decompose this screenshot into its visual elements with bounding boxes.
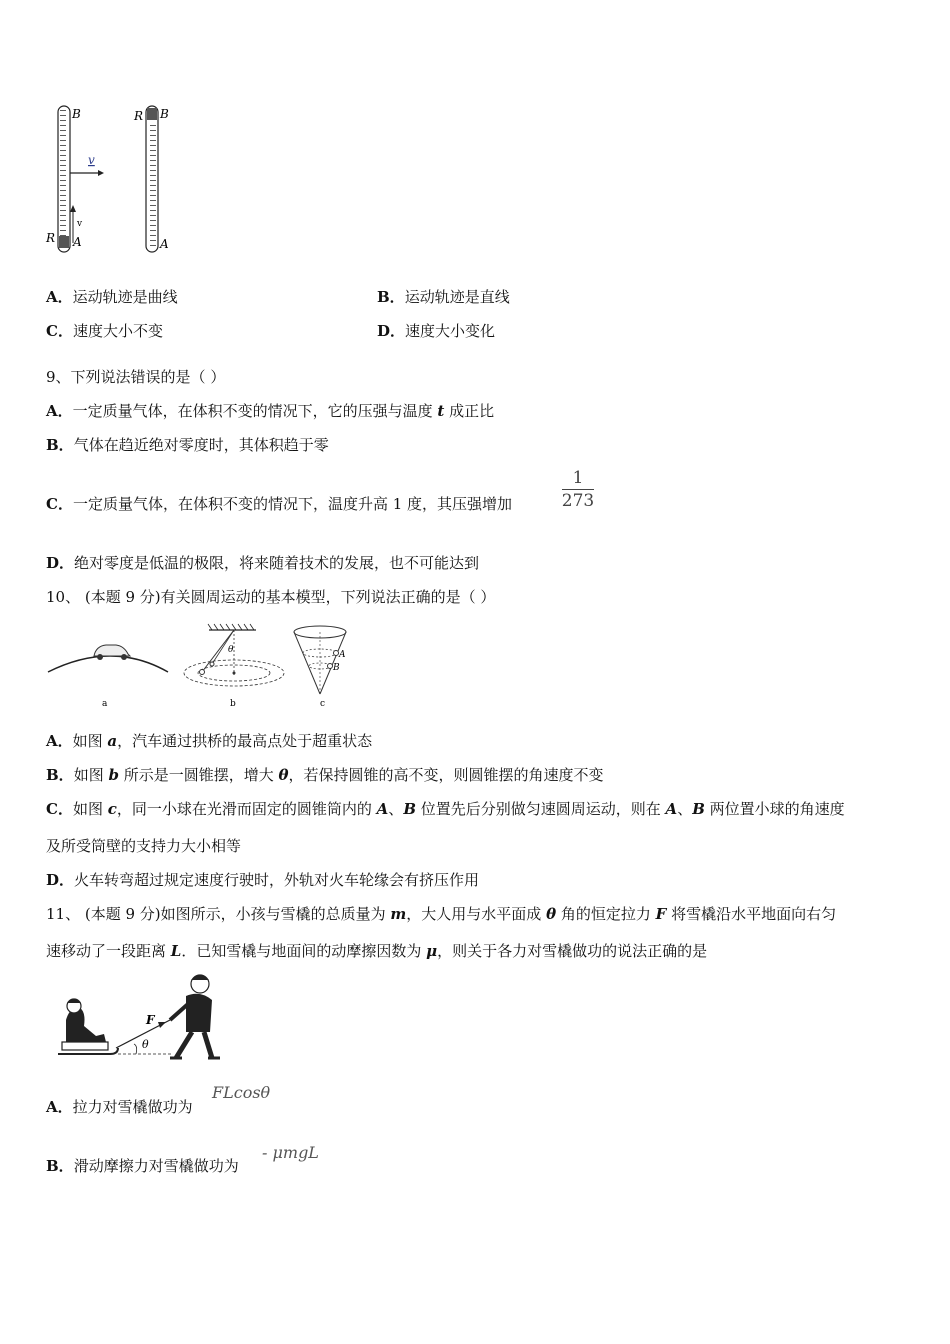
q11-sled-figure: [52, 970, 222, 1066]
tube1-label-b: B: [72, 107, 81, 121]
text-part: 两位置小球的角速度: [704, 800, 845, 818]
fig-label-c: c: [320, 699, 326, 709]
text-part: 位置先后分别做匀速圆周运动，则在: [416, 800, 666, 818]
option-letter: B．: [46, 1157, 74, 1175]
option-text: 速度大小不变: [72, 322, 163, 340]
q8-option-d: [377, 320, 495, 341]
variable: μ: [426, 942, 438, 960]
q9-option-a: [46, 401, 494, 421]
option-letter: C．: [46, 495, 73, 513]
q10-option-c: [46, 799, 845, 819]
conical-pendulum-figure: [184, 624, 284, 686]
q10-option-b: [46, 765, 604, 785]
formula-minus-umgl: - μmgL: [262, 1143, 319, 1162]
q10-option-d: [46, 870, 479, 890]
tube1-label-a: A: [73, 235, 82, 249]
tube2-label-a: A: [160, 237, 169, 251]
force-label-f: F: [146, 1013, 155, 1027]
text-part: ，大人用与水平面成: [406, 905, 547, 923]
option-text: 滑动摩擦力对雪橇做功为: [73, 1157, 239, 1175]
cone-figure: [294, 626, 346, 694]
tube2-label-b: B: [160, 107, 169, 121]
option-text: 一定质量气体，在体积不变的情况下，温度升高 1 度，其压强增加: [72, 495, 513, 513]
variable: F: [655, 905, 667, 923]
text-part: 11、 (本题 9 分)如图所示，小孩与雪橇的总质量为: [46, 905, 391, 923]
q10-option-c-line2: 及所受筒壁的支持力大小相等: [46, 837, 242, 855]
q8-option-a: [46, 286, 178, 307]
text-part: ，则关于各力对雪橇做功的说法正确的是: [437, 942, 708, 960]
fraction-denominator: 273: [561, 491, 595, 511]
fig-label-a: a: [102, 699, 108, 709]
text-part: ．已知雪橇与地面间的动摩擦因数为: [181, 942, 427, 960]
q10-stem: 10、 (本题 9 分)有关圆周运动的基本模型，下列说法正确的是（ ）: [46, 588, 496, 606]
tube-left: [58, 106, 104, 252]
option-text: 气体在趋近绝对零度时，其体积趋于零: [73, 436, 329, 454]
q9-option-d: [46, 553, 479, 573]
fraction-bar: [562, 489, 594, 490]
formula-flcos-theta: FLcosθ: [212, 1083, 271, 1102]
variable-t: t: [437, 402, 445, 420]
text-part: 将雪橇沿水平地面向右匀: [666, 905, 837, 923]
option-letter: A．: [46, 732, 73, 750]
text-part: ，同一小球在光滑而固定的圆锥筒内的: [116, 800, 377, 818]
option-letter: C．: [46, 800, 73, 818]
q9-option-b: [46, 435, 329, 455]
fig-label-cone-a: A: [339, 650, 346, 660]
arch-bridge-figure: [48, 645, 168, 672]
q8-option-c: [46, 320, 163, 341]
text-part: ，若保持圆锥的高不变，则圆锥摆的角速度不变: [288, 766, 604, 784]
option-letter: B．: [46, 766, 74, 784]
text-part: 所示是一圆锥摆，增大: [118, 766, 279, 784]
q8-option-b: [377, 286, 510, 307]
tube2-label-r: R: [134, 109, 144, 123]
text-part: 如图: [72, 800, 108, 818]
option-letter: A．: [46, 402, 73, 420]
variable: θ: [546, 905, 557, 923]
q11-option-b: [46, 1156, 239, 1176]
tube1-label-r: R: [46, 231, 56, 245]
option-letter: B．: [46, 436, 74, 454]
option-text: 运动轨迹是曲线: [72, 288, 178, 306]
option-letter: D．: [46, 871, 75, 889]
option-letter: A．: [46, 1098, 73, 1116]
option-letter: A．: [46, 288, 73, 306]
fig-label-b: b: [230, 699, 236, 709]
velocity-label-right: v: [88, 153, 95, 167]
option-text-end: 成正比: [444, 402, 495, 420]
option-text: 速度大小变化: [405, 322, 496, 340]
variable: A: [665, 800, 678, 818]
variable: c: [107, 800, 117, 818]
option-text: 运动轨迹是直线: [404, 288, 510, 306]
variable: a: [107, 732, 118, 750]
text-part: 速移动了一段距离: [46, 942, 171, 960]
fig-label-cone-b: B: [333, 663, 340, 673]
option-letter: C．: [46, 322, 73, 340]
option-letter: D．: [377, 322, 406, 340]
option-text: 绝对零度是低温的极限，将来随着技术的发展，也不可能达到: [74, 554, 480, 572]
variable: B: [692, 800, 705, 818]
fraction-numerator: 1: [572, 468, 584, 488]
option-letter: B．: [377, 288, 405, 306]
option-text: 一定质量气体，在体积不变的情况下，它的压强与温度: [72, 402, 438, 420]
adult-figure: [170, 975, 220, 1058]
q11-stem-line2: [46, 941, 707, 961]
q10-figure: [44, 620, 364, 712]
velocity-label-up: v: [77, 219, 83, 229]
variable: L: [170, 942, 182, 960]
q10-option-a: [46, 731, 372, 751]
q8-tube-figure: [40, 98, 190, 258]
variable: θ: [278, 766, 289, 784]
option-text: 火车转弯超过规定速度行驶时，外轨对火车轮缘会有挤压作用: [74, 871, 480, 889]
variable: A: [376, 800, 389, 818]
variable: b: [108, 766, 119, 784]
option-text: 拉力对雪橇做功为: [72, 1098, 193, 1116]
text-part: ，汽车通过拱桥的最高点处于超重状态: [117, 732, 373, 750]
option-letter: D．: [46, 554, 75, 572]
tube-right: [146, 106, 158, 252]
variable: m: [390, 905, 407, 923]
q9-stem: 9、下列说法错误的是（ ）: [46, 368, 226, 386]
sled-child-figure: [58, 999, 118, 1055]
q11-stem-line1: [46, 904, 836, 924]
text-part: 如图: [72, 732, 108, 750]
text-part: 角的恒定拉力: [556, 905, 656, 923]
fig-label-theta: θ: [228, 645, 234, 655]
text-part: 如图: [73, 766, 109, 784]
fraction-1-273: [560, 468, 596, 511]
variable: B: [403, 800, 416, 818]
q9-option-c: [46, 494, 512, 514]
q11-option-a: [46, 1097, 193, 1117]
text-part: 、: [677, 800, 693, 818]
text-part: 、: [388, 800, 404, 818]
angle-label-theta: θ: [142, 1038, 149, 1051]
